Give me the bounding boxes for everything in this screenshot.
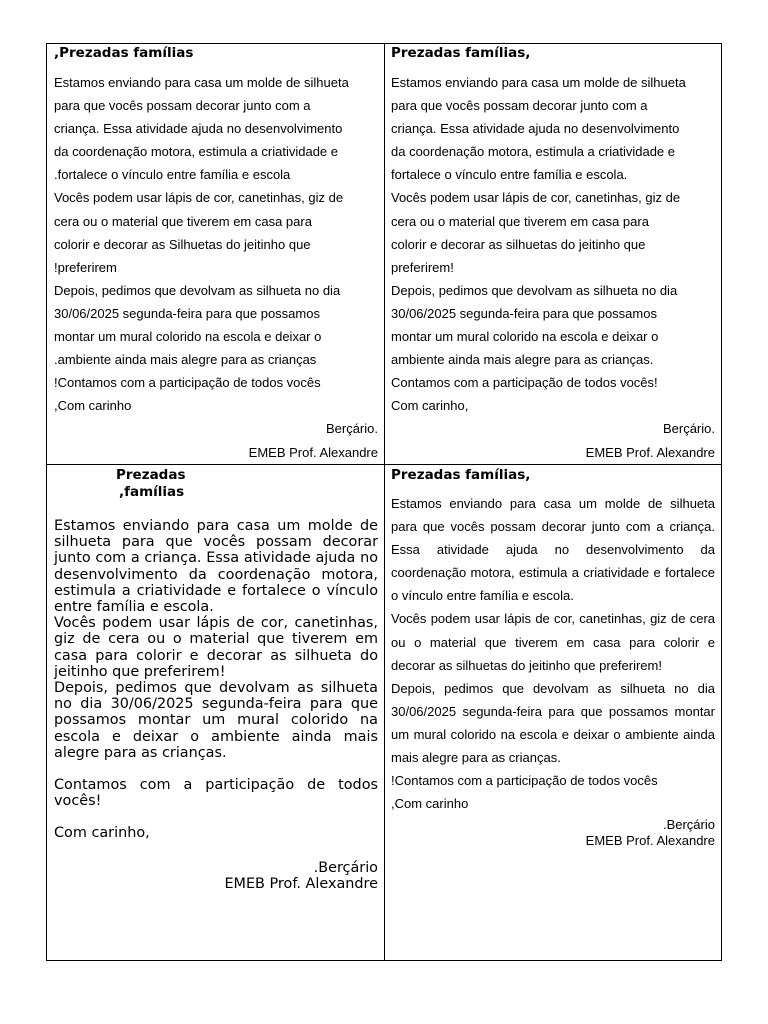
body-paragraph: !Contamos com a participação de todos vocês bbox=[391, 773, 658, 789]
body-line: Com carinho, bbox=[391, 398, 469, 414]
signature-class: Berçário. bbox=[325, 421, 378, 437]
body-line: Depois, pedimos que devolvam as silhueta no dia bbox=[391, 282, 678, 298]
body-paragraph: Depois, pedimos que devolvam as silhueta no dia 30/06/2025 segunda-feira para que possamos montar um mural colorido na escola e deixar o ambiente ainda mais alegre para as crianças. bbox=[391, 680, 715, 766]
card-title: Prezadas famílias, bbox=[391, 45, 531, 61]
vertical-divider bbox=[384, 44, 385, 960]
body-paragraph: Estamos enviando para casa um molde de silhueta para que vocês possam decorar junto com a criança. Essa atividade ajuda no desenvolvimento da coordenação motora, estimula a criatividade e fortalece o vínculo entre família e escola. bbox=[54, 518, 378, 616]
body-line: 30/06/2025 segunda-feira para que possamos bbox=[391, 305, 657, 321]
body-line: para que vocês possam decorar junto com a bbox=[391, 98, 648, 114]
body-line: da coordenação motora, estimula a criatividade e bbox=[391, 144, 675, 160]
body-paragraph: Depois, pedimos que devolvam as silhueta no dia 30/06/2025 segunda-feira para que possamos montar um mural colorido na escola e deixar o ambiente ainda mais alegre para as crianças. bbox=[54, 680, 378, 761]
body-line: Contamos com a participação de todos vocês! bbox=[391, 375, 658, 391]
body-line: montar um mural colorido na escola e deixar o bbox=[54, 329, 322, 345]
card-body bbox=[54, 71, 378, 464]
body-line: Estamos enviando para casa um molde de silhueta bbox=[391, 75, 686, 90]
body-line: Vocês podem usar lápis de cor, canetinhas, giz de bbox=[391, 190, 681, 206]
card-title-line: ,famílias bbox=[119, 484, 185, 500]
card-top-right bbox=[391, 44, 715, 464]
card-title-line: Prezadas bbox=[116, 467, 186, 483]
body-line: da coordenação motora, estimula a criatividade e bbox=[54, 144, 338, 160]
body-paragraph: Contamos com a participação de todos vocês! bbox=[54, 777, 378, 810]
body-line: colorir e decorar as silhuetas do jeitinho que bbox=[391, 236, 646, 252]
body-line: cera ou o material que tiverem em casa para bbox=[54, 213, 312, 229]
card-body bbox=[391, 492, 715, 815]
closing-text: ,Com carinho bbox=[391, 796, 469, 812]
signature-school: EMEB Prof. Alexandre bbox=[585, 444, 715, 460]
body-line: !preferirem bbox=[54, 259, 117, 275]
card-title: Prezadas famílias, bbox=[391, 467, 531, 483]
card-title bbox=[54, 467, 378, 501]
signature-class: Berçário. bbox=[662, 421, 715, 437]
body-paragraph: Vocês podem usar lápis de cor, canetinhas, giz de cera ou o material que tiverem em casa para colorir e decorar as silhuetas do jeitinho que preferirem! bbox=[391, 611, 715, 673]
body-line: 30/06/2025 segunda-feira para que possamos bbox=[54, 305, 320, 321]
card-body bbox=[391, 71, 715, 464]
body-line: fortalece o vínculo entre família e escola. bbox=[391, 167, 628, 183]
body-line: ,Com carinho bbox=[54, 398, 132, 414]
card-bottom-left bbox=[54, 466, 378, 892]
letter-table bbox=[46, 43, 722, 961]
body-line: .ambiente ainda mais alegre para as crianças bbox=[54, 352, 317, 368]
body-line: criança. Essa atividade ajuda no desenvolvimento bbox=[391, 121, 680, 137]
body-line: montar um mural colorido na escola e deixar o bbox=[391, 329, 659, 345]
body-line: criança. Essa atividade ajuda no desenvolvimento bbox=[54, 121, 343, 137]
body-line: Vocês podem usar lápis de cor, canetinhas, giz de bbox=[54, 190, 344, 206]
signature-class: .Berçário bbox=[662, 817, 715, 833]
body-paragraph: Estamos enviando para casa um molde de silhueta para que vocês possam decorar junto com a criança. Essa atividade ajuda no desenvolvimento da coordenação motora, estimula a criatividade e fortalece o vínculo entre família e escola. bbox=[391, 496, 715, 604]
body-line: Estamos enviando para casa um molde de silhueta bbox=[54, 75, 349, 90]
body-line: cera ou o material que tiverem em casa para bbox=[391, 213, 649, 229]
signature-school: EMEB Prof. Alexandre bbox=[585, 833, 715, 849]
signature-class: .Berçário bbox=[313, 859, 378, 876]
card-top-left bbox=[54, 44, 378, 464]
body-line: preferirem! bbox=[391, 259, 454, 275]
body-line: para que vocês possam decorar junto com a bbox=[54, 98, 311, 114]
horizontal-divider bbox=[47, 464, 721, 465]
signature-school: EMEB Prof. Alexandre bbox=[224, 875, 378, 892]
card-bottom-right bbox=[391, 466, 715, 849]
card-title: ,Prezadas famílias bbox=[54, 45, 194, 61]
body-line: ambiente ainda mais alegre para as crianças. bbox=[391, 352, 654, 368]
body-line: !Contamos com a participação de todos vocês bbox=[54, 375, 321, 391]
body-line: Depois, pedimos que devolvam as silhueta no dia bbox=[54, 282, 341, 298]
body-paragraph: Vocês podem usar lápis de cor, canetinhas, giz de cera ou o material que tiverem em casa para colorir e decorar as silhueta do jeitinho que preferirem! bbox=[54, 615, 378, 680]
closing-text: Com carinho, bbox=[54, 825, 150, 842]
signature-school: EMEB Prof. Alexandre bbox=[248, 444, 378, 460]
body-line: colorir e decorar as Silhuetas do jeitinho que bbox=[54, 236, 311, 252]
body-line: .fortalece o vínculo entre família e escola bbox=[54, 167, 291, 183]
